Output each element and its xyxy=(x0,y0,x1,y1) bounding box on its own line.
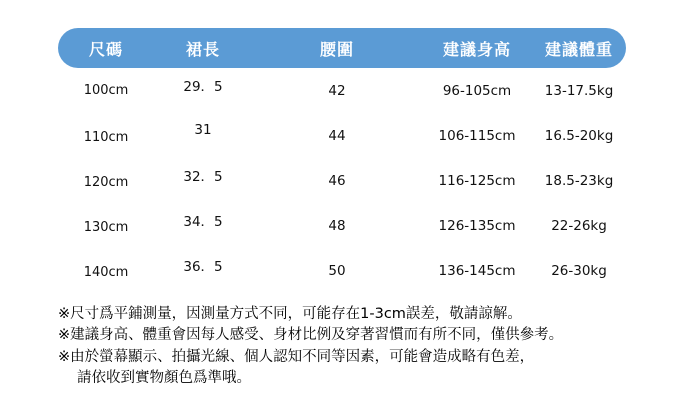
cell-weight: 22-26kg xyxy=(551,217,607,234)
cell-waist: 44 xyxy=(328,127,346,144)
cell-weight: 18.5-23kg xyxy=(544,172,614,189)
cell-height: 136-145cm xyxy=(438,262,516,279)
cell-skirt-length: 31 xyxy=(194,121,212,138)
table-row xyxy=(58,113,626,158)
column-header-size: 尺碼 xyxy=(58,28,154,68)
cell-height: 96-105cm xyxy=(442,82,512,99)
table-header-row xyxy=(58,28,626,68)
size-chart-table xyxy=(58,28,626,293)
cell-skirt-length: 36．5 xyxy=(183,258,223,275)
column-header-suggested-weight: 建議體重 xyxy=(532,28,626,68)
column-header-suggested-height: 建議身高 xyxy=(422,28,532,68)
table-row xyxy=(58,248,626,293)
cell-height: 106-115cm xyxy=(438,127,516,144)
cell-size: 100cm xyxy=(83,83,129,98)
cell-size: 110cm xyxy=(83,130,129,145)
notes-block xyxy=(58,304,658,390)
note-line: ※由於螢幕顯示、拍攝光線、個人認知不同等因素，可能會造成略有色差， xyxy=(58,348,535,365)
cell-skirt-length: 29．5 xyxy=(183,78,223,95)
table-row xyxy=(58,68,626,113)
table-body xyxy=(58,68,626,293)
note-line: 請依收到實物顏色爲準哦。 xyxy=(77,370,251,387)
cell-height: 126-135cm xyxy=(438,217,516,234)
cell-size: 120cm xyxy=(83,175,129,190)
table-row xyxy=(58,158,626,203)
note-line: ※尺寸爲平鋪測量，因測量方式不同，可能存在1-3cm誤差，敬請諒解。 xyxy=(58,306,522,322)
note-line: ※建議身高、體重會因每人感受、身材比例及穿著習慣而有所不同，僅供參考。 xyxy=(58,327,564,344)
cell-size: 130cm xyxy=(83,220,129,235)
cell-skirt-length: 32．5 xyxy=(183,168,223,185)
cell-weight: 26-30kg xyxy=(551,262,607,279)
cell-waist: 50 xyxy=(328,262,346,279)
table-header xyxy=(58,28,626,68)
cell-weight: 13-17.5kg xyxy=(544,82,614,99)
table-row xyxy=(58,203,626,248)
cell-size: 140cm xyxy=(83,265,129,280)
column-header-waist: 腰圍 xyxy=(252,28,422,68)
cell-height: 116-125cm xyxy=(438,172,516,189)
cell-waist: 42 xyxy=(328,82,346,99)
cell-waist: 46 xyxy=(328,172,346,189)
column-header-skirt-length: 裙長 xyxy=(154,28,252,68)
cell-weight: 16.5-20kg xyxy=(544,127,614,144)
cell-skirt-length: 34．5 xyxy=(183,213,223,230)
cell-waist: 48 xyxy=(328,217,346,234)
